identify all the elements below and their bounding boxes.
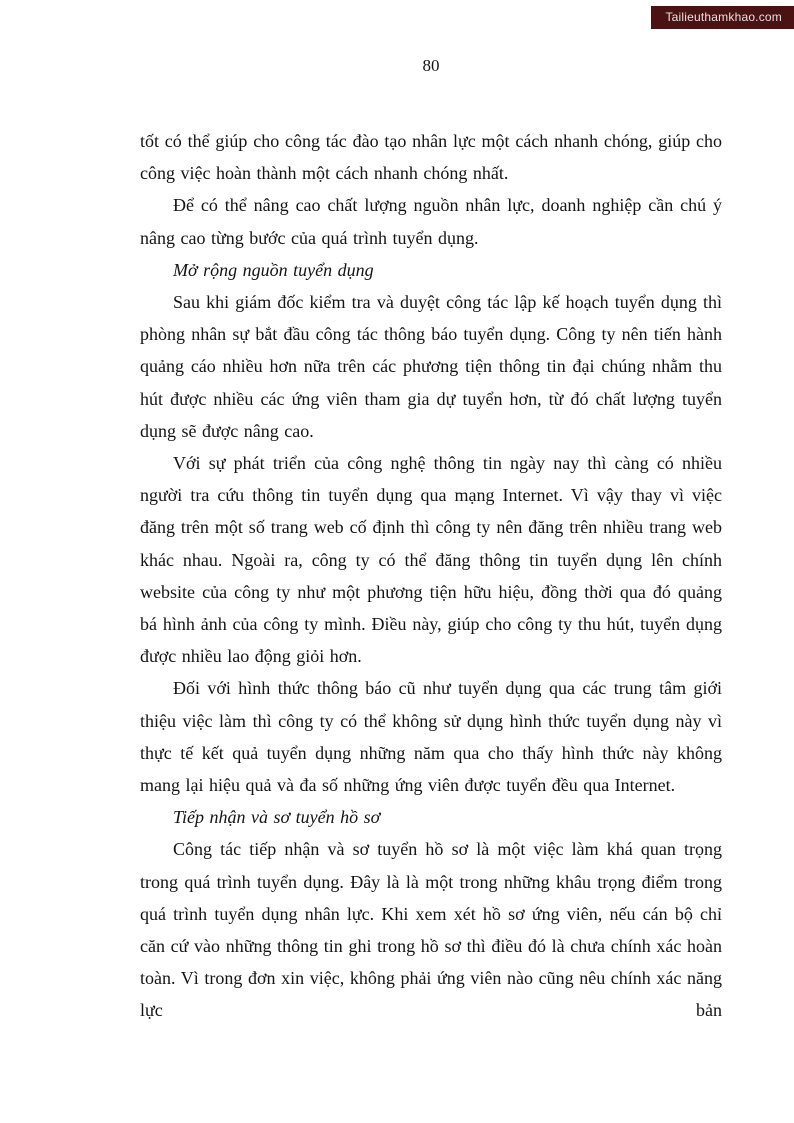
body-paragraph: Công tác tiếp nhận và sơ tuyển hồ sơ là một việc làm khá quan trọng trong quá trình tuyển dụng. Đây là là một trong những khâu trọng điểm trong quá trình tuyển dụng nhân lực. Khi xem xét hồ sơ ứng viên, nếu cán bộ chỉ căn cứ vào những thông tin ghi trong hồ sơ thì điều đó là chưa chính xác hoàn toàn. Vì trong đơn xin việc, không phải ứng viên nào cũng nêu chính xác năng lực bản [140, 839, 722, 1021]
section-heading: Mở rộng nguồn tuyển dụng [173, 259, 374, 280]
body-paragraph: Với sự phát triển của công nghệ thông tin ngày nay thì càng có nhiều người tra cứu thông tin tuyển dụng qua mạng Internet. Vì vậy thay vì việc đăng trên một số trang web cố định thì công ty nên đăng trên nhiều trang web khác nhau. Ngoài ra, công ty có thể đăng thông tin tuyển dụng lên chính website của công ty như một phương tiện hữu hiệu, đồng thời qua đó quảng bá hình ảnh của công ty mình. Điều này, giúp cho công ty thu hút, tuyển dụng được nhiều lao động giỏi hơn. [140, 453, 722, 667]
watermark-text: Tailieuthamkhao.com [665, 10, 782, 24]
body-paragraph: tốt có thể giúp cho công tác đào tạo nhân lực một cách nhanh chóng, giúp cho công việc hoàn thành một cách nhanh chóng nhất. [140, 131, 722, 184]
body-paragraph: Đối với hình thức thông báo cũ như tuyển dụng qua các trung tâm giới thiệu việc làm thì công ty có thể không sử dụng hình thức tuyển dụng này vì thực tế kết quả tuyển dụng những năm qua cho thấy hình thức này không mang lại hiệu quả và đa số những ứng viên được tuyển đều qua Internet. [140, 678, 722, 796]
body-paragraph: Để có thể nâng cao chất lượng nguồn nhân lực, doanh nghiệp cần chú ý nâng cao từng bước của quá trình tuyển dụng. [140, 195, 722, 248]
watermark-badge [651, 6, 794, 29]
section-heading: Tiếp nhận và sơ tuyển hồ sơ [173, 807, 381, 828]
document-body [140, 125, 722, 1027]
body-paragraph: Sau khi giám đốc kiểm tra và duyệt công tác lập kế hoạch tuyển dụng thì phòng nhân sự bắt đầu công tác thông báo tuyển dụng. Công ty nên tiến hành quảng cáo nhiều hơn nữa trên các phương tiện thông tin đại chúng nhằm thu hút được nhiều các ứng viên tham gia dự tuyển hơn, từ đó chất lượng tuyển dụng sẽ được nâng cao. [140, 292, 722, 441]
page-number: 80 [422, 56, 440, 75]
